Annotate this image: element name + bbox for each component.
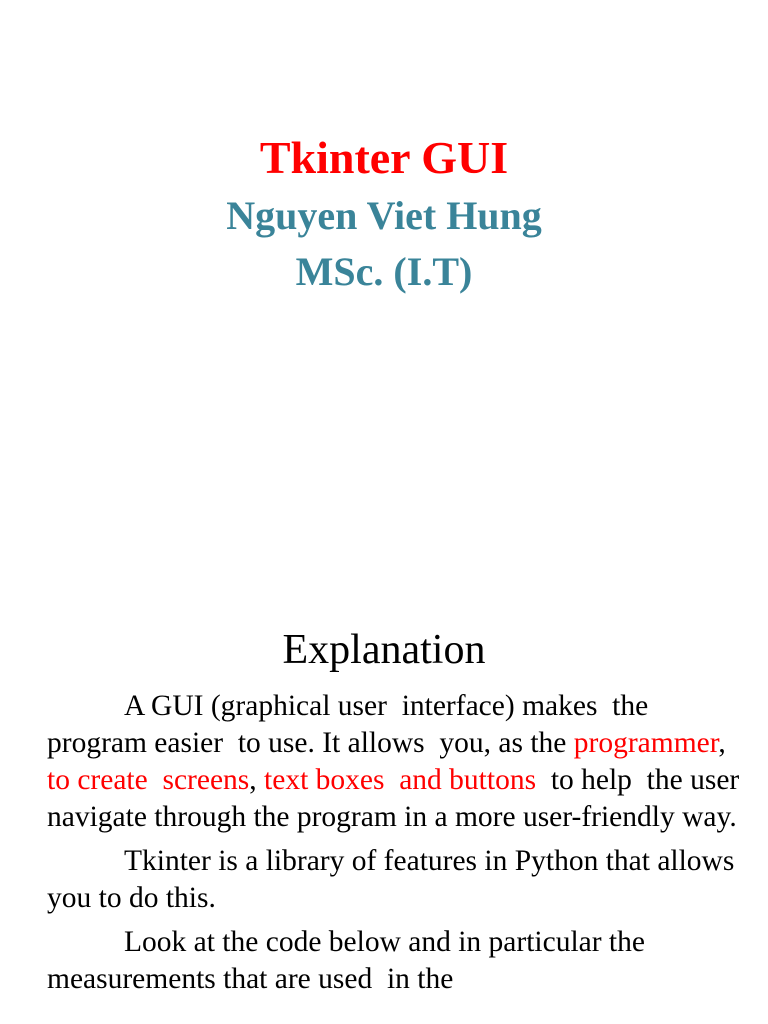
text-segment: Tkinter is a library of features in Python that allows you to do this. <box>47 845 750 914</box>
paragraph <box>47 843 750 917</box>
author-name: Nguyen Viet Hung <box>226 193 542 238</box>
text-segment: , <box>718 727 734 759</box>
highlighted-term: programmer <box>573 727 719 759</box>
paragraph <box>47 688 747 836</box>
paragraph <box>47 924 747 998</box>
section-heading: Explanation <box>282 627 486 673</box>
explanation-body <box>47 688 750 1005</box>
document-title: Tkinter GUI <box>259 132 509 183</box>
text-segment: to help the user navigate through the program in a more user-friendly way. <box>47 764 747 833</box>
text-segment: Look at the code below and in particular the measurements that are used in the <box>47 926 653 995</box>
text-segment: A GUI (graphical user interface) makes the program easier to use. It allows you, as the <box>47 690 656 759</box>
text-segment: , <box>249 764 265 796</box>
author-degree: MSc. (I.T) <box>295 249 473 294</box>
highlighted-term: text boxes and buttons <box>264 764 537 796</box>
highlighted-term: to create screens <box>47 764 250 796</box>
title-block <box>0 128 768 300</box>
